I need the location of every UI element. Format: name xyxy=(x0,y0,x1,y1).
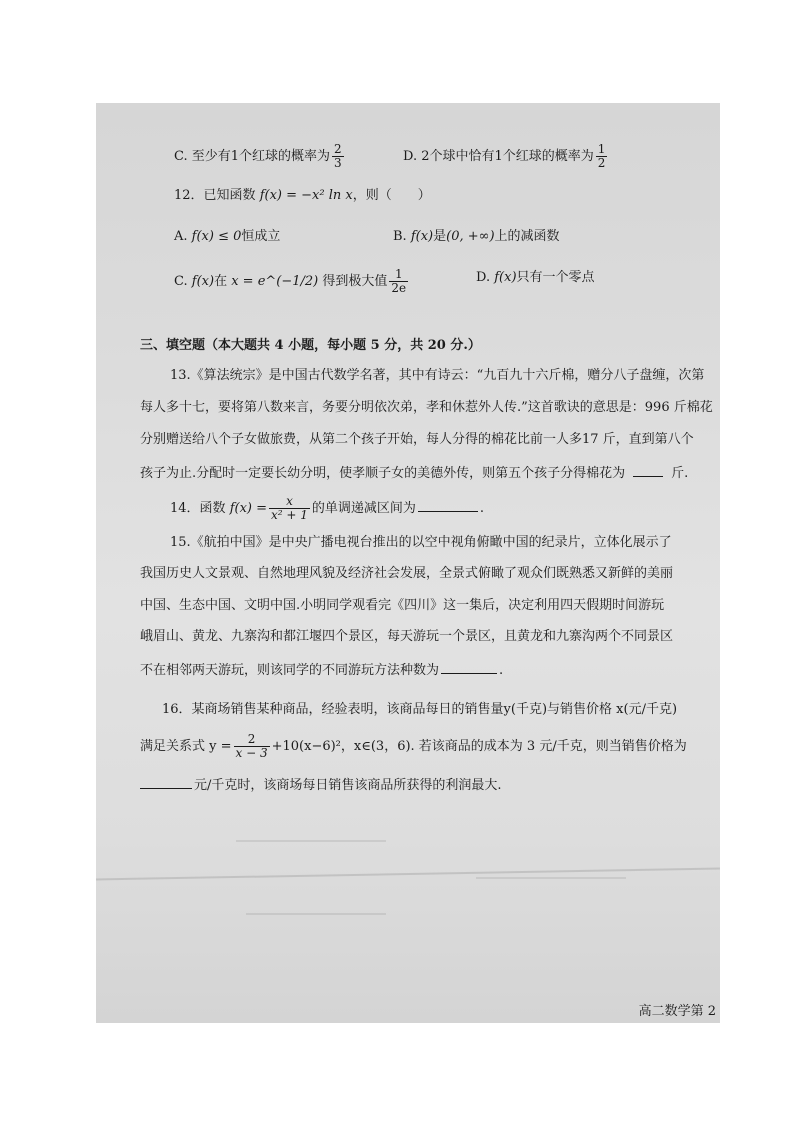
option-label: C. xyxy=(174,274,188,289)
section-three-title: 三、填空题（本大题共 4 小题，每小题 5 分，共 20 分.） xyxy=(140,338,481,353)
q12-stem-prefix: 12．已知函数 xyxy=(174,188,256,203)
q13-line-3: 分别赠送给八个子女做旅费，从第二个孩子开始，每人分得的棉花比前一人多17 斤，直到第八个 xyxy=(140,432,694,447)
q12-stem-suffix: ，则（ ） xyxy=(352,188,431,203)
q16-relation-prefix: 满足关系式 y = xyxy=(140,739,232,754)
q12-option-a xyxy=(174,227,280,247)
option-label: A. xyxy=(174,229,188,244)
fraction-denominator: x − 3 xyxy=(235,746,268,760)
q12-option-a-math: f(x) ≤ 0 xyxy=(191,229,242,244)
option-label: B. xyxy=(393,229,407,244)
q12-option-a-text: 恒成立 xyxy=(241,229,281,244)
paper-fold-shadow xyxy=(96,868,720,881)
q16-line-1: 16．某商场销售某种商品，经验表明，该商品每日的销售量y(千克)与销售价格 x(元/千克) xyxy=(162,702,678,717)
q11-option-c-text: C. 至少有1个红球的概率为 xyxy=(174,149,331,164)
q14-end: . xyxy=(479,501,485,516)
fraction-denominator: 2 xyxy=(597,156,606,170)
q16-relation-rest: +10(x−6)²，x∈(3，6). 若该商品的成本为 3 元/千克，则当销售价格为 xyxy=(271,739,687,754)
q15-line-3: 中国、生态中国、文明中国.小明同学观看完《四川》这一集后，决定利用四天假期时间游玩 xyxy=(140,598,665,613)
q13-unit: 斤. xyxy=(671,466,689,481)
q14-function: f(x) = xyxy=(229,501,267,516)
fraction-denominator: 2e xyxy=(391,281,407,295)
fraction-numerator: 1 xyxy=(389,268,408,282)
q13-answer-blank[interactable] xyxy=(633,462,663,477)
q11-option-c-fraction xyxy=(332,143,344,170)
q14-prefix: 14．函数 xyxy=(170,501,226,516)
bleed-through-line xyxy=(476,877,626,879)
q15-answer-blank[interactable] xyxy=(441,659,497,674)
fraction-denominator: x² + 1 xyxy=(271,508,308,522)
q14-suffix: 的单调递减区间为 xyxy=(311,501,416,516)
q16-line-2 xyxy=(140,733,687,760)
q11-option-d-fraction xyxy=(596,143,608,170)
q13-line-4-text: 孩子为止.分配时一定要长幼分明，使孝顺子女的美德外传，则第五个孩子分得棉花为 xyxy=(140,466,626,481)
q14-fraction xyxy=(269,495,310,522)
option-label: D. xyxy=(476,270,491,285)
bleed-through-line xyxy=(236,840,386,842)
q12-option-b xyxy=(393,227,560,247)
q16-fraction xyxy=(234,733,270,760)
q16-line-3 xyxy=(140,774,502,796)
page-footer: 高二数学第 2 xyxy=(638,1004,716,1019)
q12-stem xyxy=(174,186,431,206)
q15-line-4: 峨眉山、黄龙、九寨沟和都江堰四个景区，每天游玩一个景区，且黄龙和九寨沟两个不同景区 xyxy=(140,629,674,644)
fraction-numerator: x xyxy=(269,495,310,509)
q15-line-5 xyxy=(140,659,503,681)
q12-option-c-math: f(x) xyxy=(191,274,215,289)
q14-answer-blank[interactable] xyxy=(418,497,478,512)
q11-option-d xyxy=(403,143,609,170)
q12-option-b-math: f(x) xyxy=(410,229,434,244)
fraction-denominator: 3 xyxy=(334,156,342,170)
q15-line-2: 我国历史人文景观、自然地理风貌及经济社会发展，全景式俯瞰了观众们既熟悉又新鲜的美丽 xyxy=(140,566,674,581)
q12-option-d xyxy=(476,268,595,288)
q12-option-d-text: 只有一个零点 xyxy=(516,270,595,285)
q12-option-c-text: 得到极大值 xyxy=(322,274,388,289)
q15-line-1: 15.《航拍中国》是中央广播电视台推出的以空中视角俯瞰中国的纪录片，立体化展示了 xyxy=(170,535,672,550)
q12-function: f(x) = −x² ln x xyxy=(259,188,353,203)
fraction-numerator: 1 xyxy=(597,142,606,156)
q16-line-3-text: 元/千克时，该商场每日销售该商品所获得的利润最大. xyxy=(194,778,502,793)
q12-option-d-math: f(x) xyxy=(494,270,517,285)
q15-end: . xyxy=(499,663,504,678)
q12-option-c-point: x = e^(−1/2) xyxy=(231,274,319,289)
q11-option-d-text: D. 2个球中恰有1个红球的概率为 xyxy=(403,149,594,164)
q16-answer-blank[interactable] xyxy=(140,774,192,789)
q13-line-2: 每人多十七，要将第八数来言，务要分明依次弟，孝和休惹外人传.”这首歌诀的意思是：996 斤棉花 xyxy=(140,400,713,415)
q12-option-b-text: 上的减函数 xyxy=(494,229,560,244)
bleed-through-line xyxy=(246,913,386,915)
fraction-numerator: 2 xyxy=(234,733,270,747)
q12-option-b-text: 是 xyxy=(433,229,447,244)
exam-page xyxy=(96,103,720,1023)
q15-line-5-text: 不在相邻两天游玩，则该同学的不同游玩方法种数为 xyxy=(140,663,440,678)
q11-option-c xyxy=(174,143,346,170)
fraction-numerator: 2 xyxy=(334,142,342,156)
q12-option-c-fraction xyxy=(389,268,408,295)
q12-option-c-text: 在 xyxy=(214,274,228,289)
q13-line-1: 13.《算法统宗》是中国古代数学名著，其中有诗云：“九百九十六斤棉，赠分八子盘缠，次第 xyxy=(170,368,705,383)
q12-option-b-interval: (0, +∞) xyxy=(446,229,495,244)
q12-option-c xyxy=(174,268,410,295)
q14-stem xyxy=(170,495,484,522)
q13-line-4 xyxy=(140,462,688,484)
